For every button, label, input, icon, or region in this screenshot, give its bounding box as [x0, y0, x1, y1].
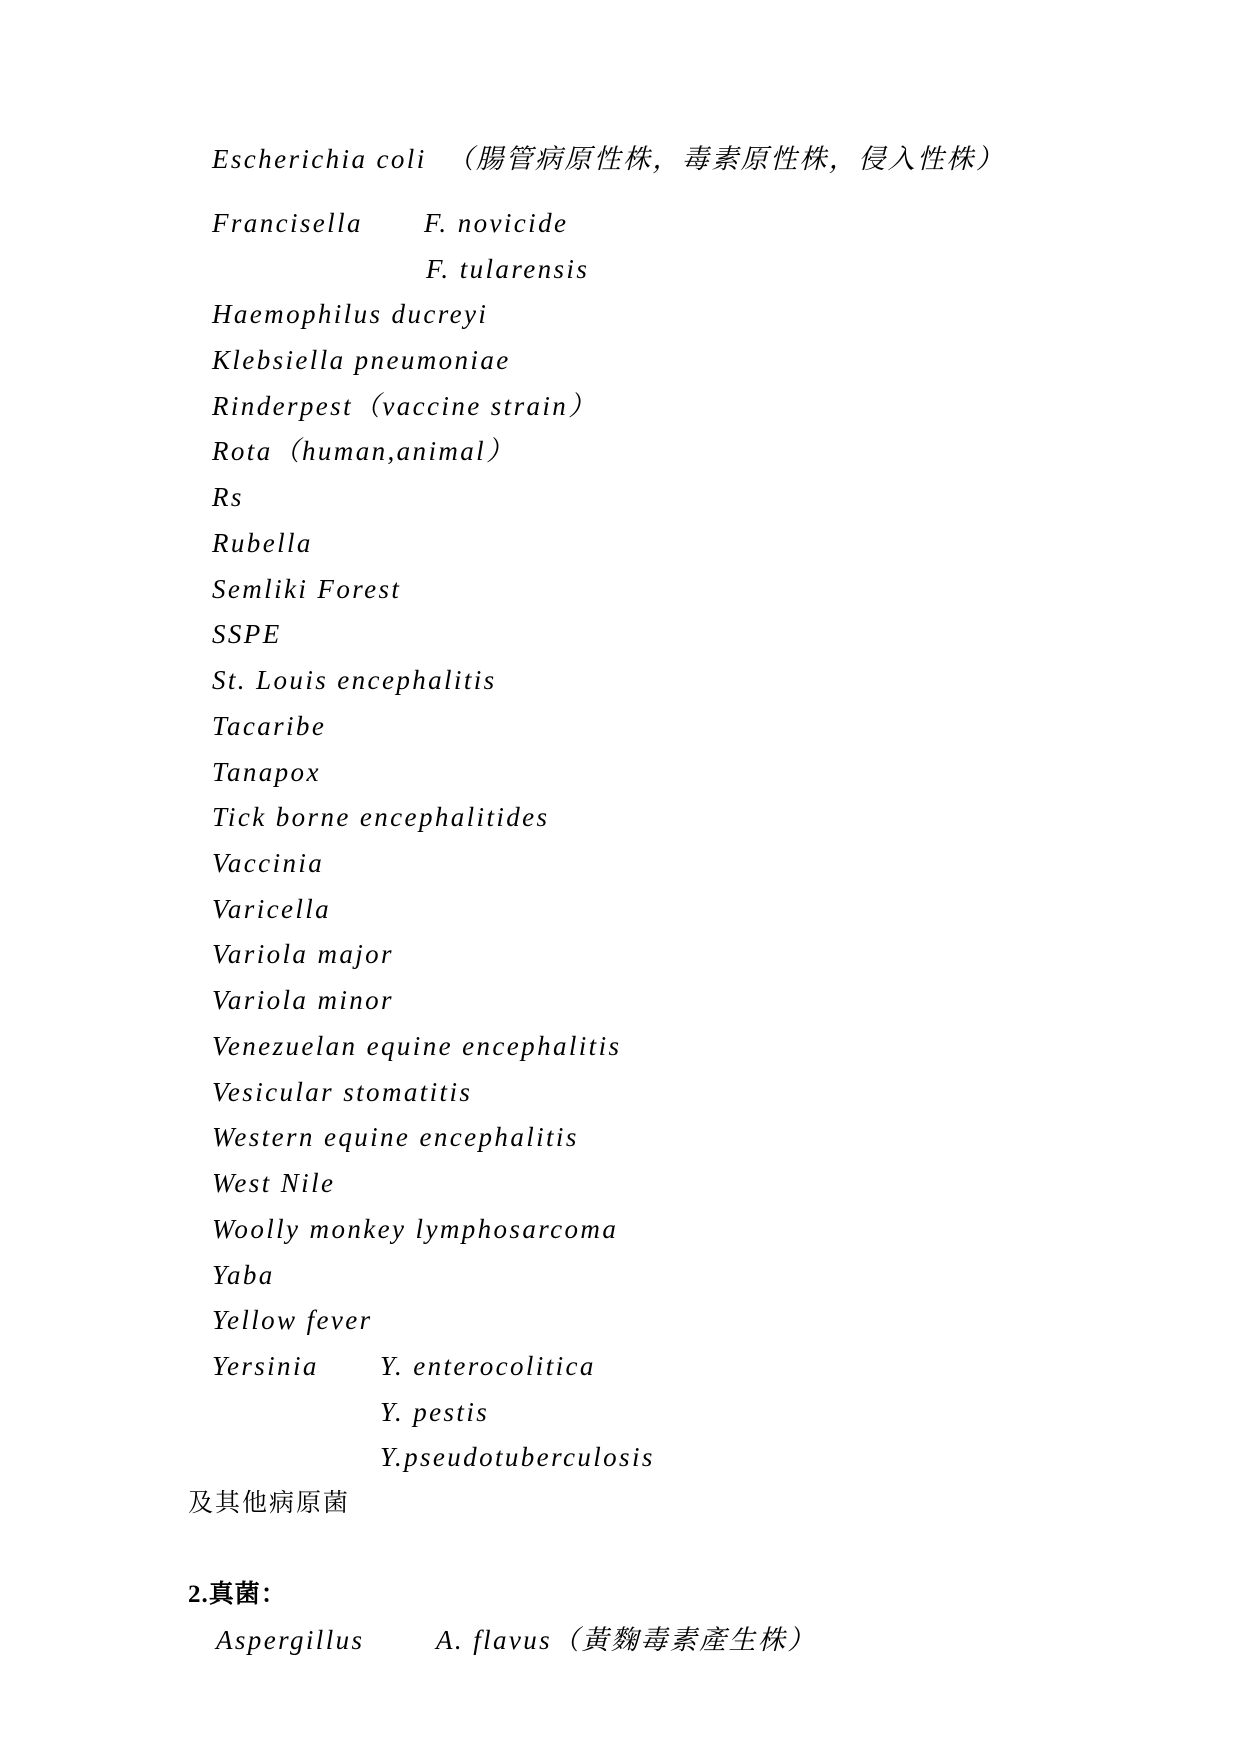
- other-pathogens-text: 及其他病原菌: [188, 1490, 351, 1517]
- entry-vesicular-stomatitis: Vesicular stomatitis: [212, 1077, 473, 1107]
- species-name: Y. pestis: [380, 1397, 490, 1427]
- species-name: Y. enterocolitica: [380, 1351, 596, 1381]
- entry-escherichia-coli: [212, 146, 1005, 173]
- genus-name: Francisella: [212, 208, 363, 238]
- entry-varicella: Varicella: [212, 894, 332, 924]
- entry-variola-major: Variola major: [212, 939, 394, 969]
- entry-tanapox: Tanapox: [212, 757, 321, 787]
- entry-st-louis-encephalitis: St. Louis encephalitis: [212, 665, 497, 695]
- entry-woolly-monkey-lymphosarcoma: Woolly monkey lymphosarcoma: [212, 1214, 619, 1244]
- entry-rs: Rs: [212, 482, 244, 512]
- genus-name: Aspergillus: [216, 1625, 365, 1655]
- entry-rubella: Rubella: [212, 528, 313, 558]
- entry-vaccinia: Vaccinia: [212, 848, 325, 878]
- entry-francisella: [212, 210, 363, 237]
- entry-variola-minor: Variola minor: [212, 985, 394, 1015]
- entry-yellow-fever: Yellow fever: [212, 1305, 373, 1335]
- entry-western-equine-encephalitis: Western equine encephalitis: [212, 1122, 579, 1152]
- section-heading-fungi: 2.真菌：: [188, 1581, 287, 1608]
- entry-aspergillus: [216, 1627, 364, 1654]
- entry-tick-borne-encephalitides: Tick borne encephalitides: [212, 802, 550, 832]
- entry-haemophilus-ducreyi: Haemophilus ducreyi: [212, 299, 489, 329]
- entry-tacaribe: Tacaribe: [212, 711, 327, 741]
- entry-west-nile: West Nile: [212, 1168, 336, 1198]
- species-name: A. flavus（黃麴毒素產生株）: [436, 1625, 817, 1655]
- entry-yersinia: [212, 1353, 319, 1380]
- entry-sspe: SSPE: [212, 619, 282, 649]
- genus-name: Escherichia coli: [212, 144, 427, 174]
- species-name: F. tularensis: [426, 254, 590, 284]
- entry-semliki-forest: Semliki Forest: [212, 574, 402, 604]
- entry-klebsiella-pneumoniae: Klebsiella pneumoniae: [212, 345, 511, 375]
- entry-yaba: Yaba: [212, 1260, 275, 1290]
- species-name: Y.pseudotuberculosis: [380, 1442, 655, 1472]
- entry-rinderpest: Rinderpest（vaccine strain）: [212, 391, 598, 421]
- strain-note: （腸管病原性株，毒素原性株，侵入性株）: [446, 144, 1006, 174]
- entry-venezuelan-equine-encephalitis: Venezuelan equine encephalitis: [212, 1031, 622, 1061]
- species-name: F. novicide: [424, 208, 569, 238]
- genus-name: Yersinia: [212, 1351, 319, 1381]
- entry-rota: Rota（human,animal）: [212, 436, 516, 466]
